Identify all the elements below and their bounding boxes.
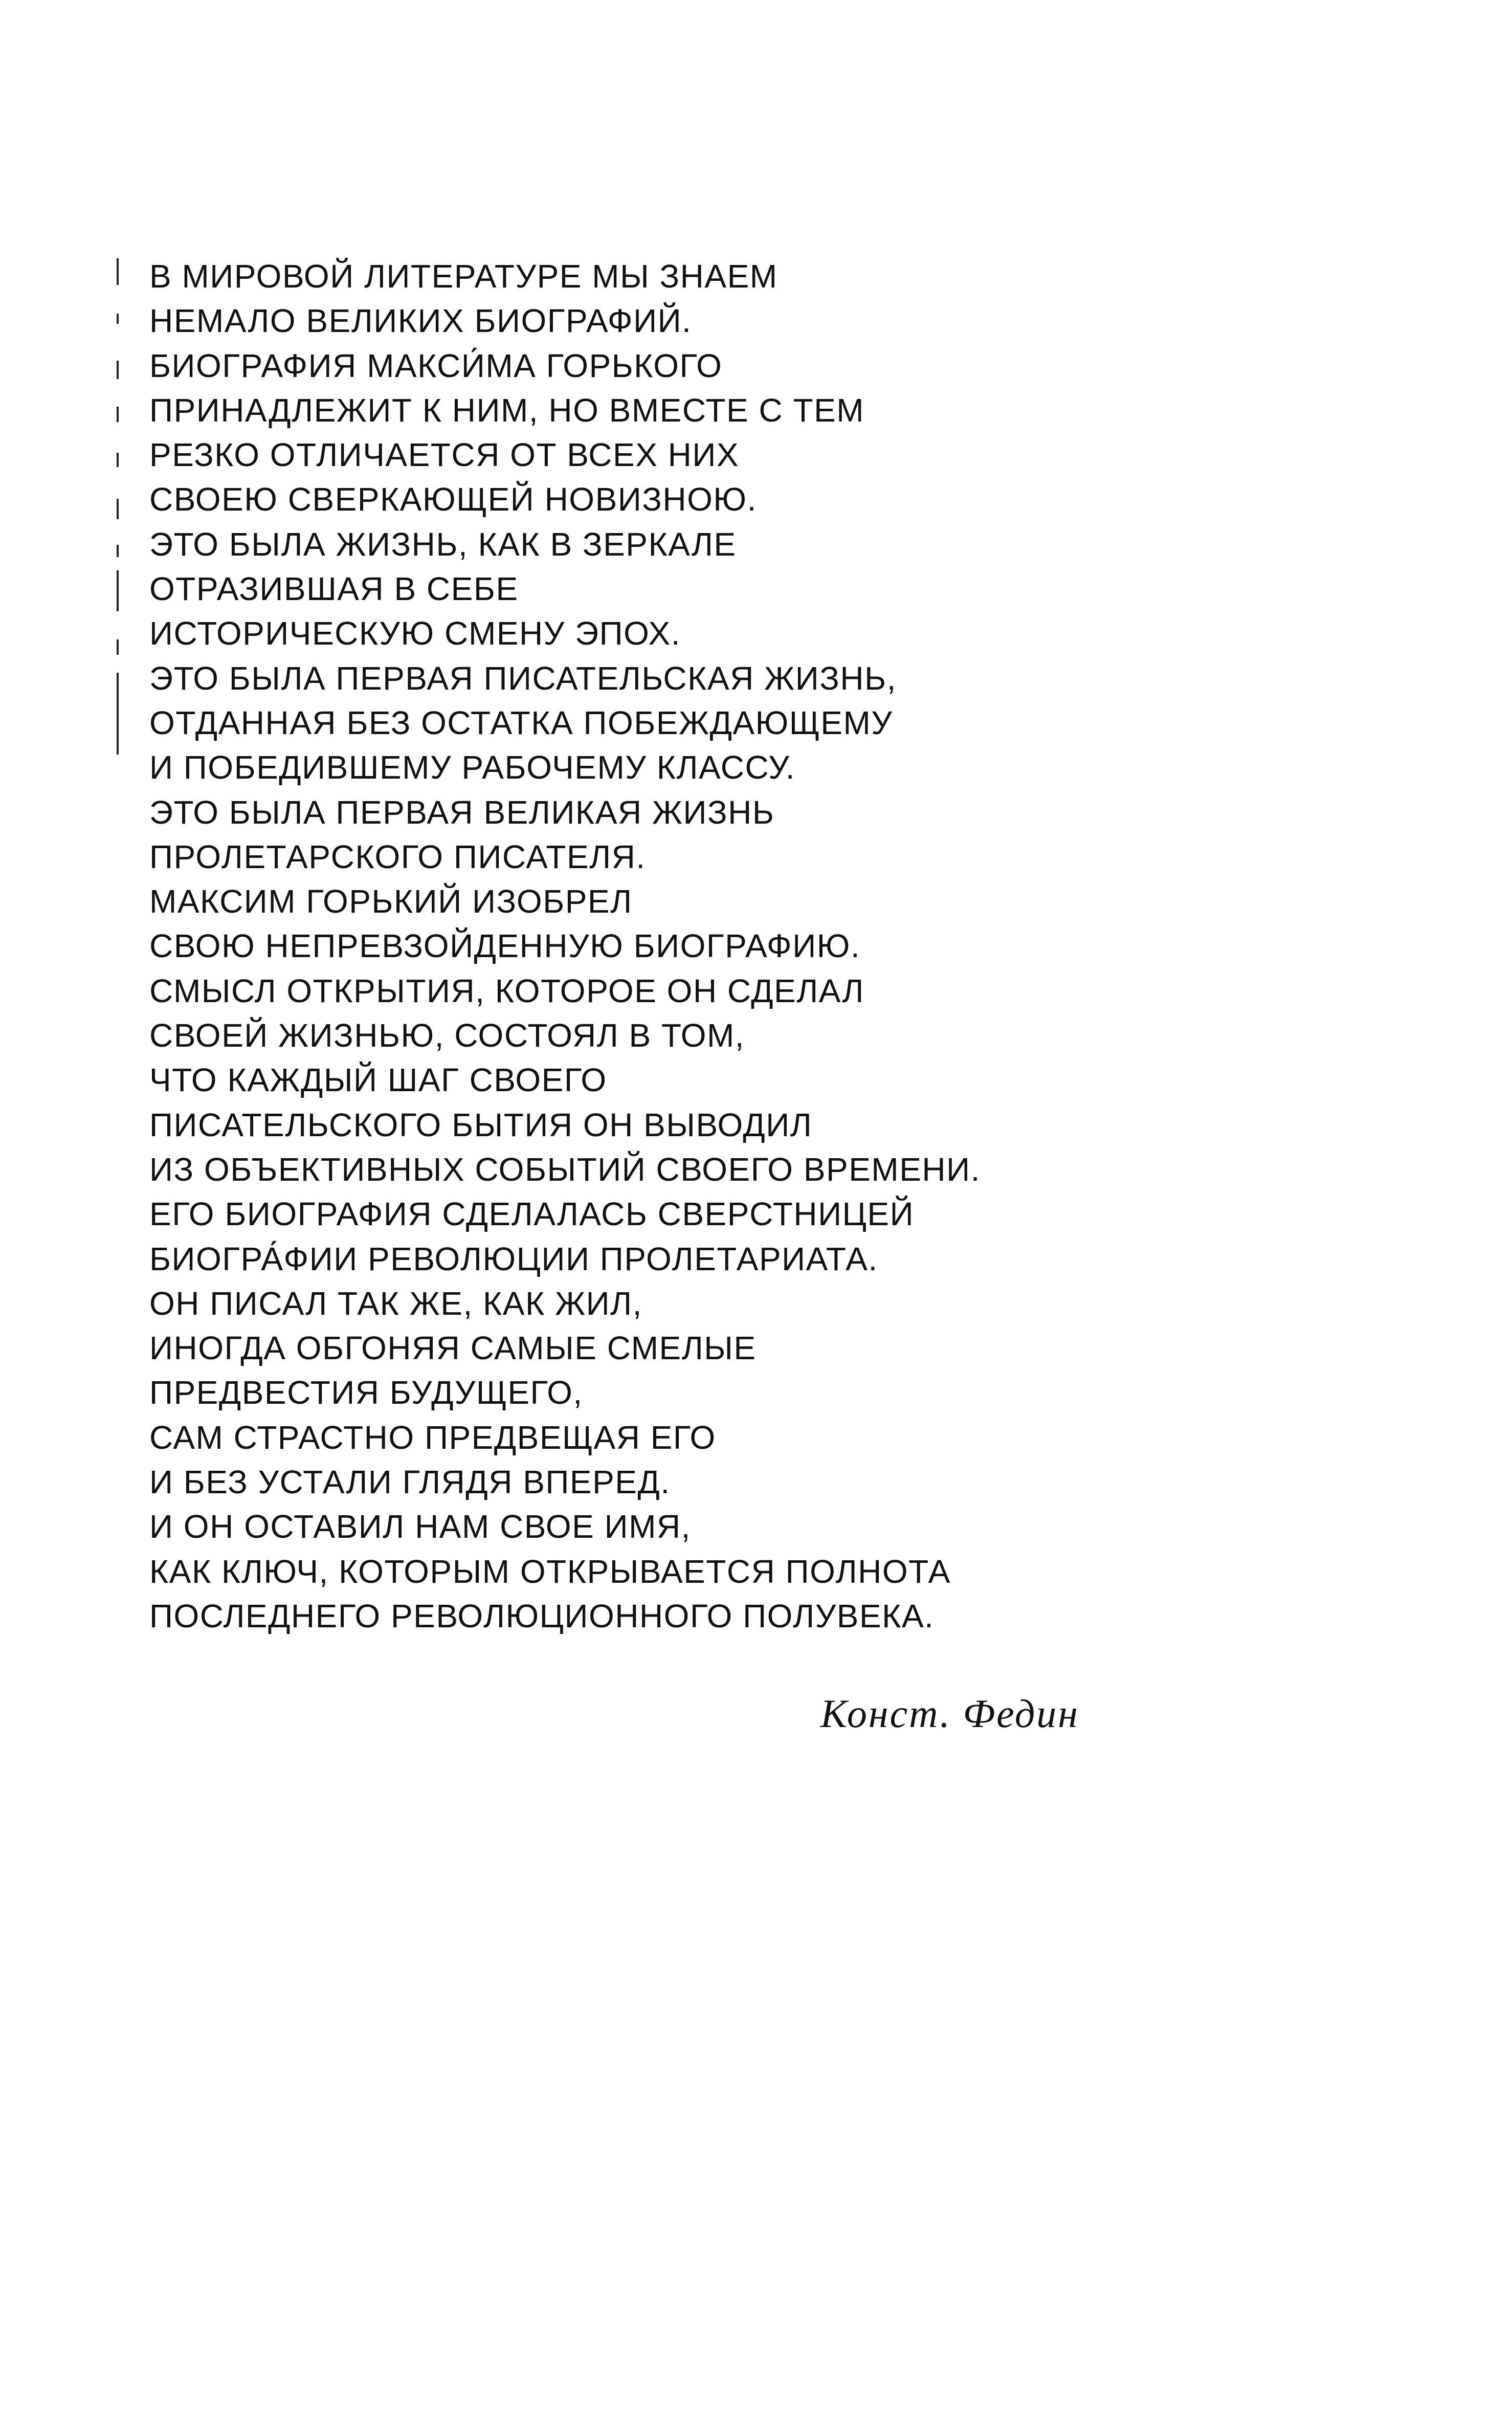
epigraph-line: СВОЕЮ СВЕРКАЮЩЕЙ НОВИЗНОЮ.	[149, 481, 757, 518]
epigraph-line: И БЕЗ УСТАЛИ ГЛЯДЯ ВПЕРЕД.	[149, 1464, 671, 1501]
epigraph-line: СВОЕЙ ЖИЗНЬЮ, СОСТОЯЛ В ТОМ,	[149, 1017, 745, 1054]
margin-mark	[117, 545, 119, 557]
margin-mark	[117, 258, 119, 285]
epigraph-line: ЭТО БЫЛА ПЕРВАЯ ПИСАТЕЛЬСКАЯ ЖИЗНЬ,	[149, 659, 897, 697]
epigraph-line: РЕЗКО ОТЛИЧАЕТСЯ ОТ ВСЕХ НИХ	[149, 436, 740, 474]
margin-mark	[117, 499, 119, 519]
epigraph-line: И ОН ОСТАВИЛ НАМ СВОЕ ИМЯ,	[149, 1508, 691, 1545]
margin-mark	[117, 673, 119, 755]
epigraph-line: ЭТО БЫЛА ПЕРВАЯ ВЕЛИКАЯ ЖИЗНЬ	[149, 793, 775, 831]
epigraph-line: ЕГО БИОГРАФИЯ СДЕЛАЛАСЬ СВЕРСТНИЦЕЙ	[149, 1196, 915, 1233]
epigraph-line: МАКСИМ ГОРЬКИЙ ИЗОБРЕЛ	[149, 883, 633, 920]
margin-mark	[117, 639, 119, 655]
epigraph-line: ОТРАЗИВШАЯ В СЕБЕ	[149, 570, 519, 608]
epigraph-line: ЭТО БЫЛА ЖИЗНЬ, КАК В ЗЕРКАЛЕ	[149, 525, 737, 563]
epigraph-line: НЕМАЛО ВЕЛИКИХ БИОГРАФИЙ.	[149, 302, 692, 340]
margin-mark	[117, 361, 119, 379]
epigraph-line: ПРОЛЕТАРСКОГО ПИСАТЕЛЯ.	[149, 838, 646, 875]
epigraph-line: БИОГРАФИЯ МАКСИ́МА ГОРЬКОГО	[149, 347, 723, 384]
margin-mark	[117, 453, 119, 467]
epigraph-line: ПОСЛЕДНЕГО РЕВОЛЮЦИОННОГО ПОЛУВЕКА.	[149, 1597, 935, 1634]
epigraph-line: КАК КЛЮЧ, КОТОРЫМ ОТКРЫВАЕТСЯ ПОЛНОТА	[149, 1553, 951, 1590]
epigraph-text	[149, 254, 1377, 1639]
epigraph-line: В МИРОВОЙ ЛИТЕРАТУРЕ МЫ ЗНАЕМ	[149, 258, 778, 295]
epigraph-line: ИСТОРИЧЕСКУЮ СМЕНУ ЭПОХ.	[149, 615, 681, 652]
epigraph-line: ПРЕДВЕСТИЯ БУДУЩЕГО,	[149, 1374, 583, 1411]
margin-mark	[117, 407, 119, 422]
epigraph-line: ПИСАТЕЛЬСКОГО БЫТИЯ ОН ВЫВОДИЛ	[149, 1106, 813, 1143]
epigraph-line: САМ СТРАСТНО ПРЕДВЕЩАЯ ЕГО	[149, 1419, 716, 1456]
epigraph-line: БИОГРА́ФИИ РЕВОЛЮЦИИ ПРОЛЕТАРИАТА.	[149, 1240, 878, 1277]
epigraph-line: СВОЮ НЕПРЕВЗОЙДЕННУЮ БИОГРАФИЮ.	[149, 927, 861, 965]
author-signature: Конст. Федин	[820, 1691, 1079, 1736]
epigraph-line: ОН ПИСАЛ ТАК ЖЕ, КАК ЖИЛ,	[149, 1285, 642, 1322]
margin-mark	[117, 570, 119, 611]
epigraph-line: СМЫСЛ ОТКРЫТИЯ, КОТОРОЕ ОН СДЕЛАЛ	[149, 972, 864, 1009]
margin-mark	[117, 314, 119, 324]
epigraph-line: ПРИНАДЛЕЖИТ К НИМ, НО ВМЕСТЕ С ТЕМ	[149, 391, 865, 429]
epigraph-line: ЧТО КАЖДЫЙ ШАГ СВОЕГО	[149, 1061, 607, 1099]
margin-scan-marks	[114, 258, 122, 770]
epigraph-line: И ПОБЕДИВШЕМУ РАБОЧЕМУ КЛАССУ.	[149, 749, 796, 786]
epigraph-line: ОТДАННАЯ БЕЗ ОСТАТКА ПОБЕЖДАЮЩЕМУ	[149, 704, 893, 741]
epigraph-line: ИЗ ОБЪЕКТИВНЫХ СОБЫТИЙ СВОЕГО ВРЕМЕНИ.	[149, 1151, 981, 1188]
epigraph-line: ИНОГДА ОБГОНЯЯ САМЫЕ СМЕЛЫЕ	[149, 1330, 757, 1367]
